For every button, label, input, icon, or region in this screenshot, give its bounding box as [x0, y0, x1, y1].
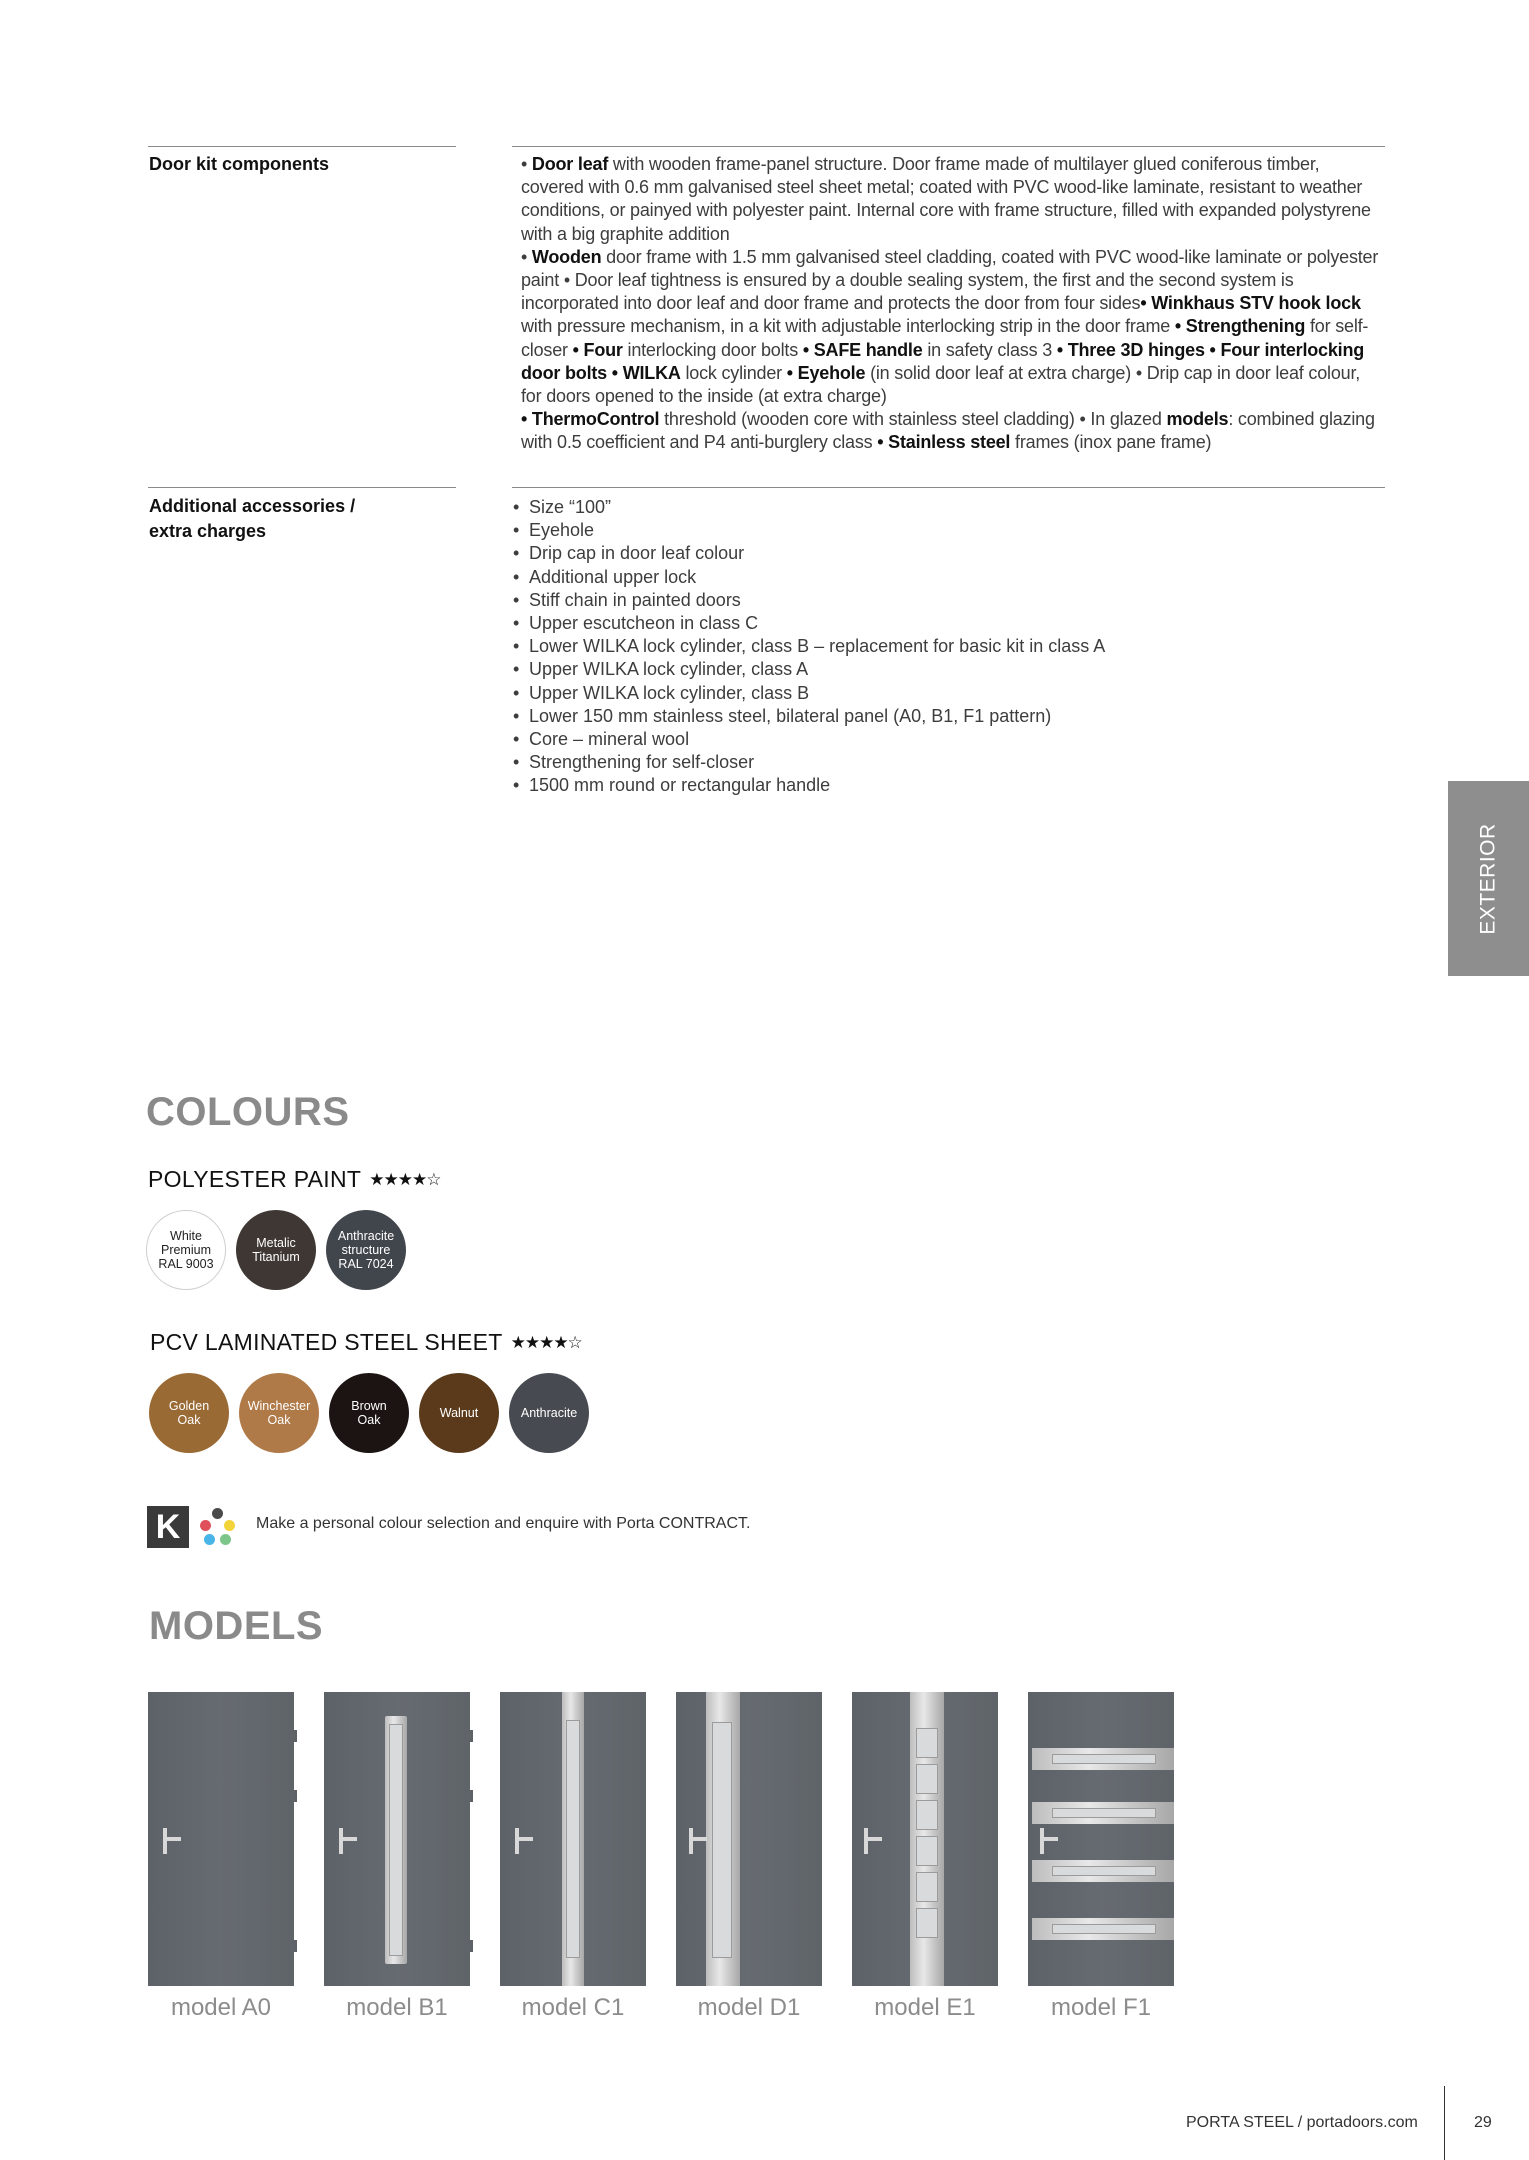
door-handle-icon [689, 1828, 693, 1854]
list-item: • Stiff chain in painted doors [513, 589, 1373, 612]
rating-stars-icon: ★★★★☆ [369, 1170, 441, 1189]
list-item: • Upper WILKA lock cylinder, class A [513, 658, 1373, 681]
list-item: • Lower WILKA lock cylinder, class B – replacement for basic kit in class A [513, 635, 1373, 658]
side-tab-label: EXTERIOR [1476, 822, 1500, 935]
list-item: • 1500 mm round or rectangular handle [513, 774, 1373, 797]
model-label: model F1 [1050, 1994, 1152, 2021]
door-image-f1 [1028, 1692, 1174, 1986]
door-kit-label: Door kit components [149, 154, 330, 174]
swatch-white-premium[interactable]: White Premium RAL 9003 [146, 1210, 226, 1290]
dot-green [220, 1534, 231, 1545]
list-item: • Upper escutcheon in class C [513, 612, 1373, 635]
door-handle-icon [339, 1828, 343, 1854]
door-kit-paragraph-1: • Door leaf with wooden frame-panel structure. Door frame made of multilayer glued coniferous timber, covered with 0.6 mm galvanised steel sheet metal; coated with PVC wood-like laminate, resistant to weather conditions, or painyed with polyester paint. Internal core with frame structure, filled with expanded polystyrene with a big graphite addition [521, 154, 1371, 244]
model-label: model C1 [521, 1994, 625, 2021]
door-kit-paragraph-3: • ThermoControl threshold (wooden core with stainless steel cladding) • In glazed models: combined glazing with 0.5 coefficient and P4 anti-burglery class • Stainless steel frames (inox pane frame) [521, 409, 1375, 453]
model-label: model D1 [697, 1994, 801, 2021]
models-heading: MODELS [149, 1604, 324, 1648]
list-item: • Eyehole [513, 519, 1373, 542]
door-handle-icon [1040, 1828, 1044, 1854]
rule-accessories-right [512, 487, 1385, 488]
list-item: • Additional upper lock [513, 566, 1373, 589]
pcv-swatches [149, 1373, 599, 1453]
dot-dark [212, 1508, 223, 1519]
dot-blue [204, 1534, 215, 1545]
list-item: • Size “100” [513, 496, 1373, 519]
model-card-f1[interactable] [1028, 1692, 1174, 2022]
page-number: 29 [1474, 2114, 1492, 2131]
list-item: • Upper WILKA lock cylinder, class B [513, 682, 1373, 705]
model-label: model B1 [346, 1994, 448, 2021]
swatch-winchester-oak[interactable]: Winchester Oak [239, 1373, 319, 1453]
door-kit-paragraph-2: • Wooden door frame with 1.5 mm galvanised steel cladding, coated with PVC wood-like laminate or polyester paint • Door leaf tightness is ensured by a double sealing system, the first and the second system is incorporated into door leaf and door frame and protects the door from four sides• Winkhaus STV hook lock with pressure mechanism, in a kit with adjustable interlocking strip in the door frame • Strengthening for self-closer • Four interlocking door bolts • SAFE handle in safety class 3 • Three 3D hinges • Four interlocking door bolts • WILKA lock cylinder • Eyehole (in solid door leaf at extra charge) • Drip cap in door leaf colour, for doors opened to the inside (at extra charge) [521, 246, 1379, 407]
swatch-metalic-titanium[interactable]: Metalic Titanium [236, 1210, 316, 1290]
rule-accessories-left [148, 487, 456, 488]
rule-door-kit-right [512, 146, 1385, 147]
model-card-e1[interactable] [852, 1692, 998, 2022]
door-handle-icon [515, 1828, 519, 1854]
door-image-d1 [676, 1692, 822, 1986]
swatch-anthracite[interactable]: Anthracite [509, 1373, 589, 1453]
list-item: • Core – mineral wool [513, 728, 1373, 751]
model-label: model E1 [874, 1994, 976, 2021]
rule-door-kit-left [148, 146, 456, 147]
list-item: • Strengthening for self-closer [513, 751, 1373, 774]
model-card-b1[interactable] [324, 1692, 470, 2022]
rating-stars-icon: ★★★★☆ [510, 1333, 582, 1352]
door-handle-icon [864, 1828, 868, 1854]
footer-brand: PORTA STEEL / portadoors.com [1186, 2114, 1418, 2131]
dot-red [200, 1520, 211, 1531]
footer-divider [1444, 2086, 1445, 2160]
model-card-d1[interactable] [676, 1692, 822, 2022]
door-image-a0 [148, 1692, 294, 1986]
door-image-e1 [852, 1692, 998, 1986]
polyester-swatches [146, 1210, 416, 1290]
door-image-c1 [500, 1692, 646, 1986]
list-item: • Drip cap in door leaf colour [513, 542, 1373, 565]
swatch-walnut[interactable]: Walnut [419, 1373, 499, 1453]
swatch-anthracite-structure[interactable]: Anthracite structure RAL 7024 [326, 1210, 406, 1290]
model-card-c1[interactable] [500, 1692, 646, 2022]
polyester-paint-title: POLYESTER PAINT ★★★★☆ [148, 1166, 441, 1192]
model-card-a0[interactable] [148, 1692, 294, 2022]
swatch-golden-oak[interactable]: Golden Oak [149, 1373, 229, 1453]
colours-heading: COLOURS [146, 1090, 350, 1134]
exterior-side-tab[interactable] [1448, 781, 1529, 976]
swatch-brown-oak[interactable]: Brown Oak [329, 1373, 409, 1453]
door-image-b1 [324, 1692, 470, 1986]
pcv-laminated-title: PCV LAMINATED STEEL SHEET ★★★★☆ [150, 1329, 582, 1355]
contract-note: Make a personal colour selection and enquire with Porta CONTRACT. [256, 1515, 751, 1532]
model-label: model A0 [170, 1994, 272, 2021]
accessories-list [513, 496, 1373, 798]
door-kit-description [521, 153, 1383, 455]
porta-contract-k-logo: K [147, 1506, 189, 1548]
dot-yellow [224, 1520, 235, 1531]
list-item: • Lower 150 mm stainless steel, bilateral panel (A0, B1, F1 pattern) [513, 705, 1373, 728]
accessories-label: Additional accessories / extra charges [149, 496, 356, 541]
door-handle-icon [163, 1828, 167, 1854]
